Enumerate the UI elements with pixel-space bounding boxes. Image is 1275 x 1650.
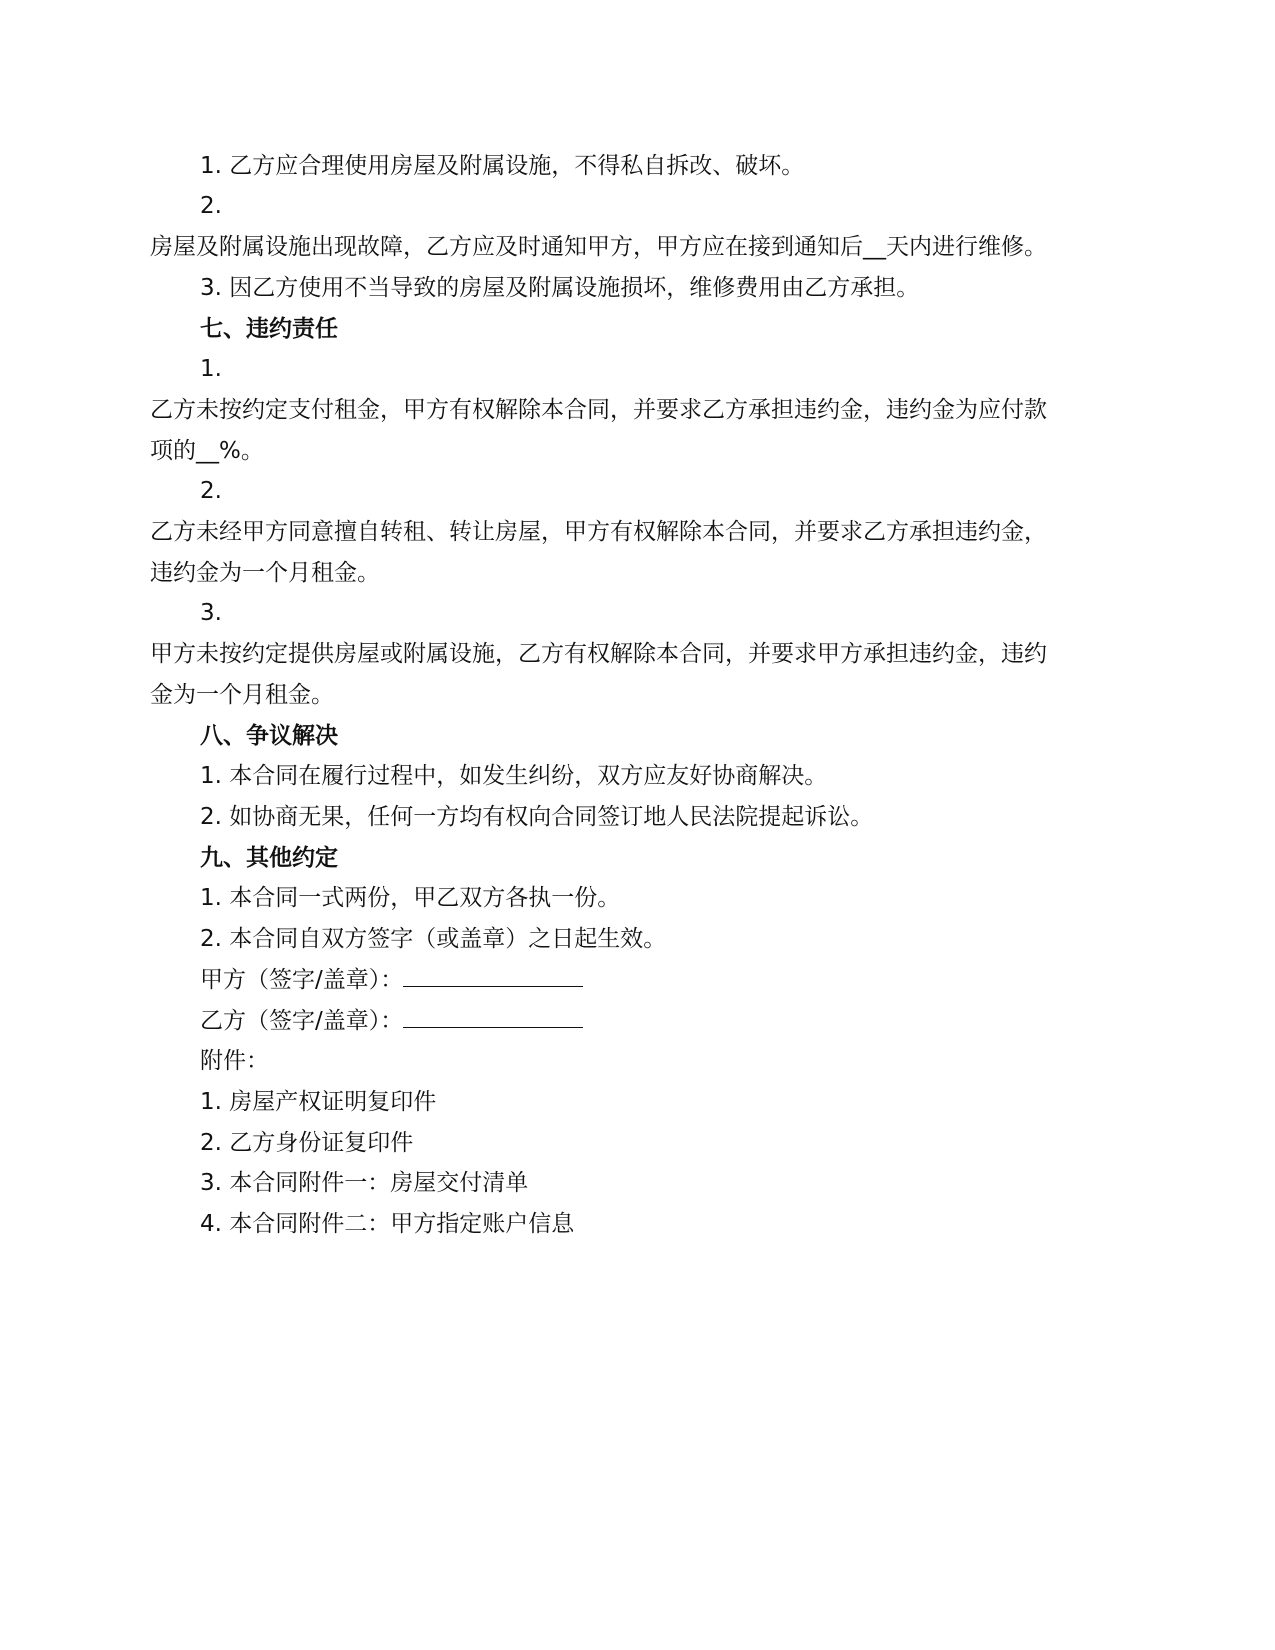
party-b-signature-blank bbox=[403, 1005, 583, 1028]
attachment-item-1: 1. 房屋产权证明复印件 bbox=[200, 1089, 437, 1115]
party-a-signature-blank bbox=[403, 964, 583, 987]
section9-heading: 九、其他约定 bbox=[200, 845, 338, 871]
section8-item-1: 1. 本合同在履行过程中，如发生纠纷，双方应友好协商解决。 bbox=[200, 763, 828, 789]
party-b-signature-line bbox=[200, 1005, 583, 1037]
section7-heading: 七、违约责任 bbox=[200, 316, 338, 342]
section8-heading: 八、争议解决 bbox=[200, 723, 338, 749]
party-a-signature-line bbox=[200, 964, 583, 996]
attachments-label: 附件： bbox=[200, 1048, 269, 1074]
section7-item-3-text-cont: 金为一个月租金。 bbox=[150, 682, 334, 708]
section6-item-3: 3. 因乙方使用不当导致的房屋及附属设施损坏，维修费用由乙方承担。 bbox=[200, 275, 920, 301]
section8-item-2: 2. 如协商无果，任何一方均有权向合同签订地人民法院提起诉讼。 bbox=[200, 804, 874, 830]
section7-item-2-text-cont: 违约金为一个月租金。 bbox=[150, 560, 380, 586]
section7-item-2-number: 2. bbox=[200, 478, 222, 504]
party-b-signature-label: 乙方（签字/盖章）： bbox=[200, 1008, 404, 1034]
section9-item-2: 2. 本合同自双方签字（或盖章）之日起生效。 bbox=[200, 926, 667, 952]
section7-item-1-text: 乙方未按约定支付租金，甲方有权解除本合同，并要求乙方承担违约金，违约金为应付款 bbox=[150, 397, 1047, 423]
section6-item-2-number: 2. bbox=[200, 193, 222, 219]
attachment-item-2: 2. 乙方身份证复印件 bbox=[200, 1130, 414, 1156]
section9-item-1: 1. 本合同一式两份，甲乙双方各执一份。 bbox=[200, 885, 621, 911]
section7-item-3-number: 3. bbox=[200, 600, 222, 626]
section7-item-3-text: 甲方未按约定提供房屋或附属设施，乙方有权解除本合同，并要求甲方承担违约金，违约 bbox=[150, 641, 1047, 667]
section7-item-1-number: 1. bbox=[200, 356, 222, 382]
section7-item-2-text: 乙方未经甲方同意擅自转租、转让房屋，甲方有权解除本合同，并要求乙方承担违约金， bbox=[150, 519, 1047, 545]
section6-item-2-text: 房屋及附属设施出现故障，乙方应及时通知甲方，甲方应在接到通知后__天内进行维修。 bbox=[150, 234, 1047, 260]
attachment-item-3: 3. 本合同附件一：房屋交付清单 bbox=[200, 1170, 529, 1196]
section7-item-1-text-cont: 项的__%。 bbox=[150, 438, 264, 464]
attachment-item-4: 4. 本合同附件二：甲方指定账户信息 bbox=[200, 1211, 575, 1237]
party-a-signature-label: 甲方（签字/盖章）： bbox=[200, 967, 404, 993]
section6-item-1: 1. 乙方应合理使用房屋及附属设施，不得私自拆改、破坏。 bbox=[200, 153, 805, 179]
